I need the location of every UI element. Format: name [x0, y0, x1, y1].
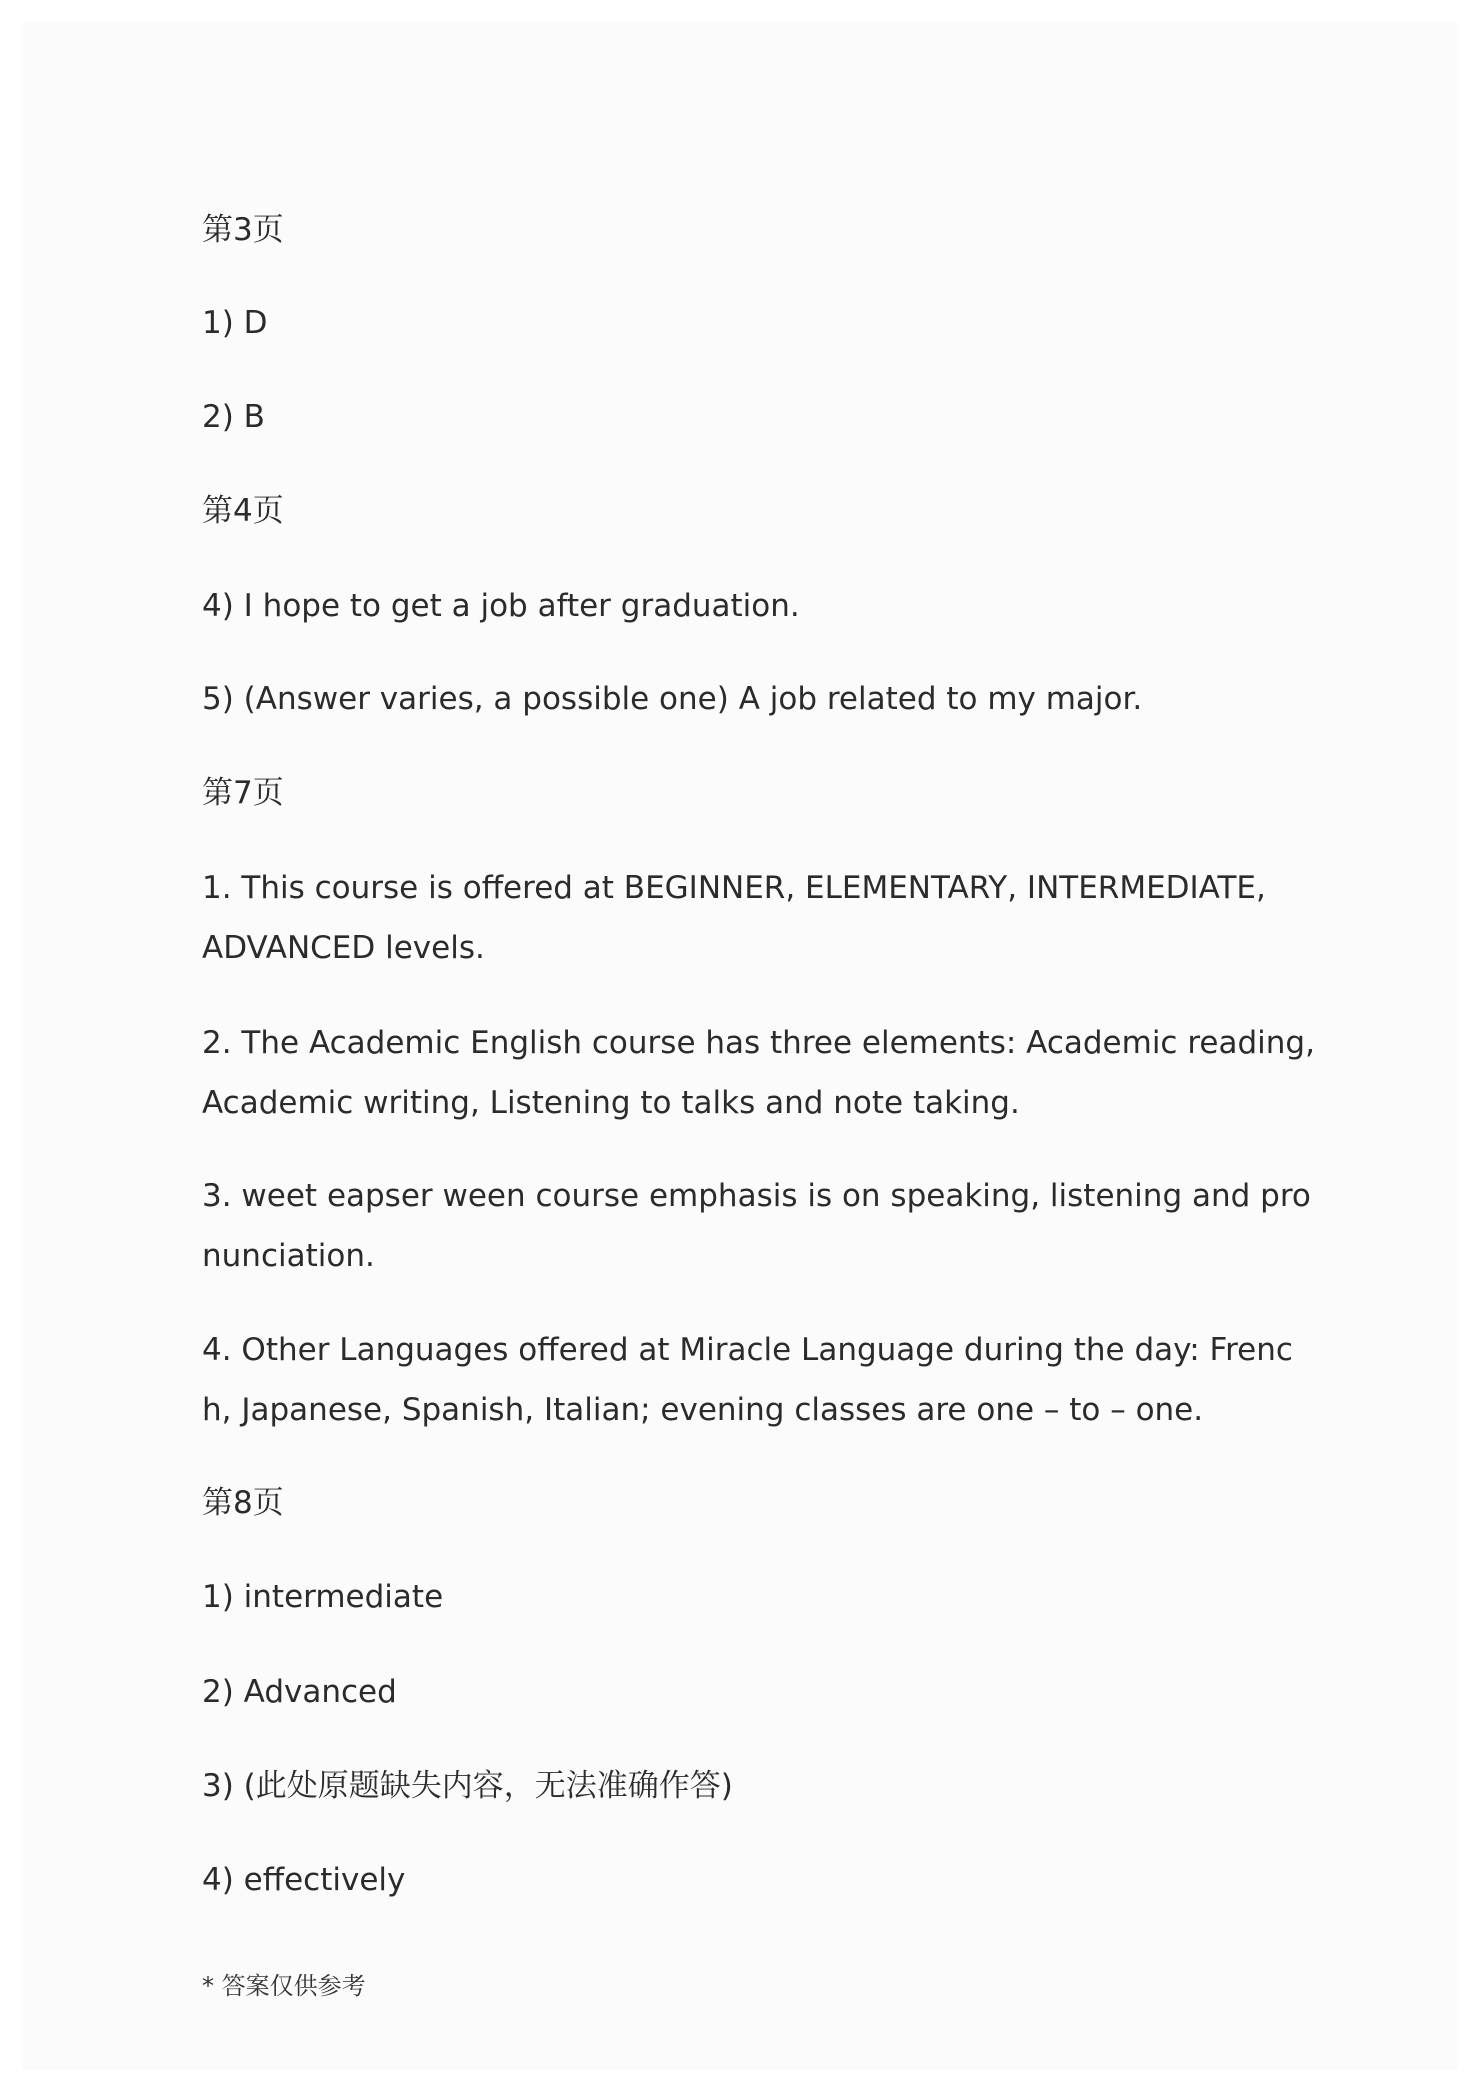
answer-item: 1) intermediate [202, 1579, 444, 1615]
answer-item: 4) effectively [202, 1862, 406, 1898]
document-card [22, 22, 1458, 2070]
answer-item: 3) (此处原题缺失内容，无法准确作答) [202, 1768, 733, 1804]
paragraph-line: 3. weet eapser ween course emphasis is on speaking, listening and pro [202, 1178, 1311, 1214]
paragraph-line: ADVANCED levels. [202, 930, 485, 966]
paragraph-line: 1. This course is offered at BEGINNER, ELEMENTARY, INTERMEDIATE, [202, 870, 1266, 906]
answer-paragraph [202, 858, 1332, 978]
paragraph-line: 2. The Academic English course has three elements: Academic reading, [202, 1025, 1315, 1061]
answer-item: 1) D [202, 305, 268, 341]
section-heading-page-3: 第3页 [202, 212, 284, 248]
answer-paragraph [202, 1013, 1332, 1133]
answer-item: 2) Advanced [202, 1674, 397, 1710]
answer-paragraph [202, 1166, 1332, 1286]
paragraph-line: h, Japanese, Spanish, Italian; evening classes are one – to – one. [202, 1392, 1204, 1428]
answer-item: 5) (Answer varies, a possible one) A job related to my major. [202, 681, 1143, 717]
paragraph-line: 4. Other Languages offered at Miracle Language during the day: Frenc [202, 1332, 1293, 1368]
section-heading-page-4: 第4页 [202, 493, 284, 529]
footnote: * 答案仅供参考 [202, 1972, 366, 2000]
answer-item: 4) I hope to get a job after graduation. [202, 588, 800, 624]
answer-paragraph [202, 1320, 1332, 1440]
answer-item: 2) B [202, 399, 265, 435]
paragraph-line: nunciation. [202, 1238, 375, 1274]
section-heading-page-7: 第7页 [202, 775, 284, 811]
paragraph-line: Academic writing, Listening to talks and note taking. [202, 1085, 1020, 1121]
section-heading-page-8: 第8页 [202, 1485, 284, 1521]
